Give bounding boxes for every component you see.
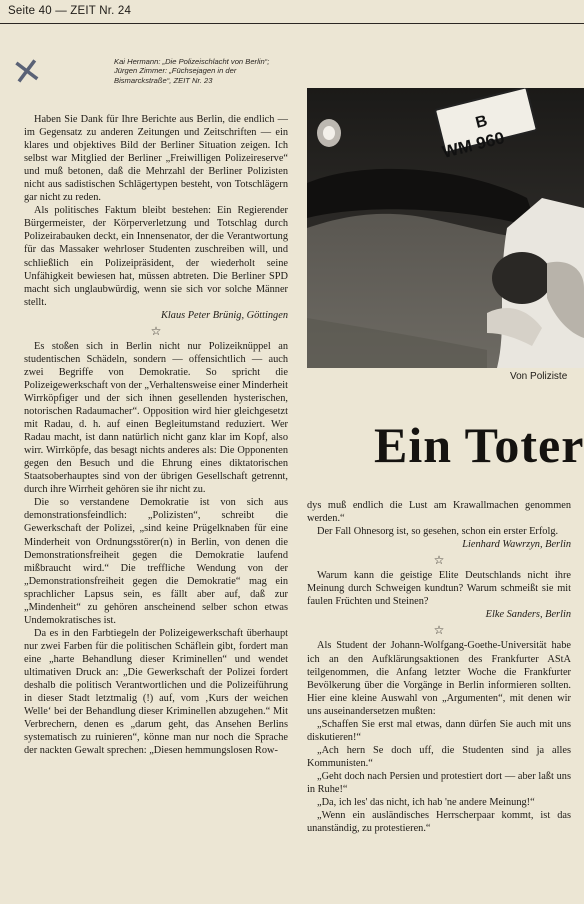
letter2-closing: Der Fall Ohnesorg ist, so gesehen, schon ein erster Erfolg. (317, 526, 559, 538)
letter1-paragraph2: Als politisches Faktum bleibt bestehen: Ein Regierender Bürgermeister, der Körperverletzung und Totschlag durch Polizeirabauken deckt, ein Innensenator, der die Verantwortung für das Massaker wehrloser Studenten zuschreiben will, und schließlich ein Polizeipräsident, der wiederholt seine Unfähigkeit bewiesen hat, müssen abtreten. Die Berliner SPD macht sich unglaubwürdig, wenn sie sich vor solche Männer stellt. (24, 205, 288, 308)
header-rule (0, 23, 584, 24)
letter3-paragraph1: Warum kann die geistige Elite Deutschlands nicht ihre Meinung durch Schweigen kundtun? Warum schmeißt sie mit faulen Früchten und Steinen? (307, 570, 571, 608)
plate-line2: WM 960 (440, 128, 507, 162)
separator-star-icon: ☆ (433, 553, 445, 568)
left-column (24, 113, 288, 757)
photo-caption: Von Poliziste (510, 371, 568, 382)
letter1-paragraph1: Haben Sie Dank für Ihre Berichte aus Berlin, die endlich — im Gegensatz zu anderen Zeitungen und Zeitschriften — ein klares und objektives Bild der Berliner Situation zeigen. Ich selbst war Mitglied der Berliner „Freiwilligen Polizeireserve“ und muß betonen, daß die Mehrzahl der Berliner Polizisten nicht aus sadistischen Schlägertypen besteht, von Totschlägern gar nicht zu reden. (24, 114, 288, 204)
letter4-quote5: „Wenn ein ausländisches Herrscherpaar kommt, ist das unanständig, zu protestieren.“ (307, 810, 571, 835)
article-reference: Kai Hermann: „Die Polizeischlacht von Berlin“; Jürgen Zimmer: „Füchsejagen in der Bismarckstraße“, ZEIT Nr. 23 (114, 57, 270, 85)
letter2-paragraph1: Es stoßen sich in Berlin nicht nur Polizeiknüppel an studentischen Schädeln, sondern — offensichtlich — auch zwei Begriffe von Demokratie. So spricht die Polizeigewerkschaft von der „Verhaltensweise einer Minderheit Wirrköpfiger und der sich ihnen gesellenden hysterischen, notorischen Radaumacher“. Opposition wird hier gleichgesetzt mit Radau, d. h. auf einen Begleitumstand reduziert. Wer Radau macht, ist dann natürlich nicht ganz klar im Kopf, also wirr. Wirrköpfe, das besagt nichts anderes als: Die Opponenten gegen den Besuch und die Ehrung eines diktatorischen Staatsoberhauptes sind von der übrigen Gesellschaft getrennt, durch ihre Wirrheit gehören sie ihr nicht zu. (24, 340, 288, 496)
letter4-quote4: „Da, ich les' das nicht, ich hab 'ne andere Meinung!“ (317, 797, 535, 809)
separator-star-icon: ☆ (433, 623, 445, 638)
letter4-quote2: „Ach hern Se doch uff, die Studenten sind ja alles Kommunisten.“ (307, 744, 571, 769)
handwritten-x-mark: ✕ (9, 50, 45, 95)
right-column (307, 499, 571, 835)
letter2-continuation: dys muß endlich die Lust am Krawallmachen genommen werden.“ (307, 500, 571, 525)
letter2-paragraph2: Die so verstandene Demokratie ist von sich aus demonstrationsfeindlich: „Polizisten“, schreibt die Gewerkschaft der Polizei, „sind keine Prügelknaben für eine Minderheit von Ordnungsstörer(n) in Berlin, von denen die Demonstrationsfreiheit gegen die Demokratie laufend mißbraucht wird.“ Die treffliche Wendung von der „Demonstrationsfreiheit gegen die Demokratie“ mag ein sprachlicher Lapsus sein, es fällt aber auf, daß zur „Mindenheit“ zu gehören anscheinend selber schon etwas Undemokratisches ist. (24, 497, 288, 626)
article-headline: Ein Toter (374, 417, 584, 473)
letter1-signature: Klaus Peter Brünig, Göttingen (161, 309, 288, 321)
news-photo (307, 88, 584, 368)
plate-line1: B (473, 112, 490, 132)
letter4-quote1: „Schaffen Sie erst mal etwas, dann dürfen Sie auch mit uns diskutieren!“ (307, 718, 571, 743)
page-header: Seite 40 — ZEIT Nr. 24 (8, 5, 132, 17)
letter4-paragraph1: Als Student der Johann-Wolfgang-Goethe-Universität habe ich an den Aufklärungsaktionen des Frankfurter AStA teilgenommen, die Anfang letzter Woche die Frankfurter Bevölkerung über die Vorgänge in Berlin informieren sollten. Hier eine kleine Auswahl von „Argumenten“, mit denen wir uns auseinandersetzen mußten: (307, 640, 571, 717)
letter4-quote3: „Geht doch nach Persien und protestiert dort — aber laßt uns in Ruhe!“ (307, 770, 571, 795)
letter2-signature: Lienhard Wawrzyn, Berlin (462, 539, 571, 551)
letter3-signature: Elke Sanders, Berlin (485, 609, 571, 621)
separator-star-icon: ☆ (150, 323, 162, 338)
letter2-paragraph3: Da es in den Farbtiegeln der Polizeigewerkschaft überhaupt nur zwei Farben für die politischen Schäflein gibt, fordert man eine „harte Behandlung dieser Kriminellen“ und wendet ultimativen Druck an: „Die Gewerkschaft der Polizei fordert deshalb die politisch Verantwortlichen und die Polizeiführung in dieser Stadt letztmalig (!) auf, vom ‚Kurs der weichen Welle‘ bei der Behandlung dieser Kriminellen abzugehen.“ Mit Verbrechern, denen es „darum geht, das Ansehen Berlins systematisch zu ruinieren“, könne man nur noch die Sprache der nackten Gewalt sprechen: „Diesen hemmungslosen Row- (24, 627, 288, 757)
